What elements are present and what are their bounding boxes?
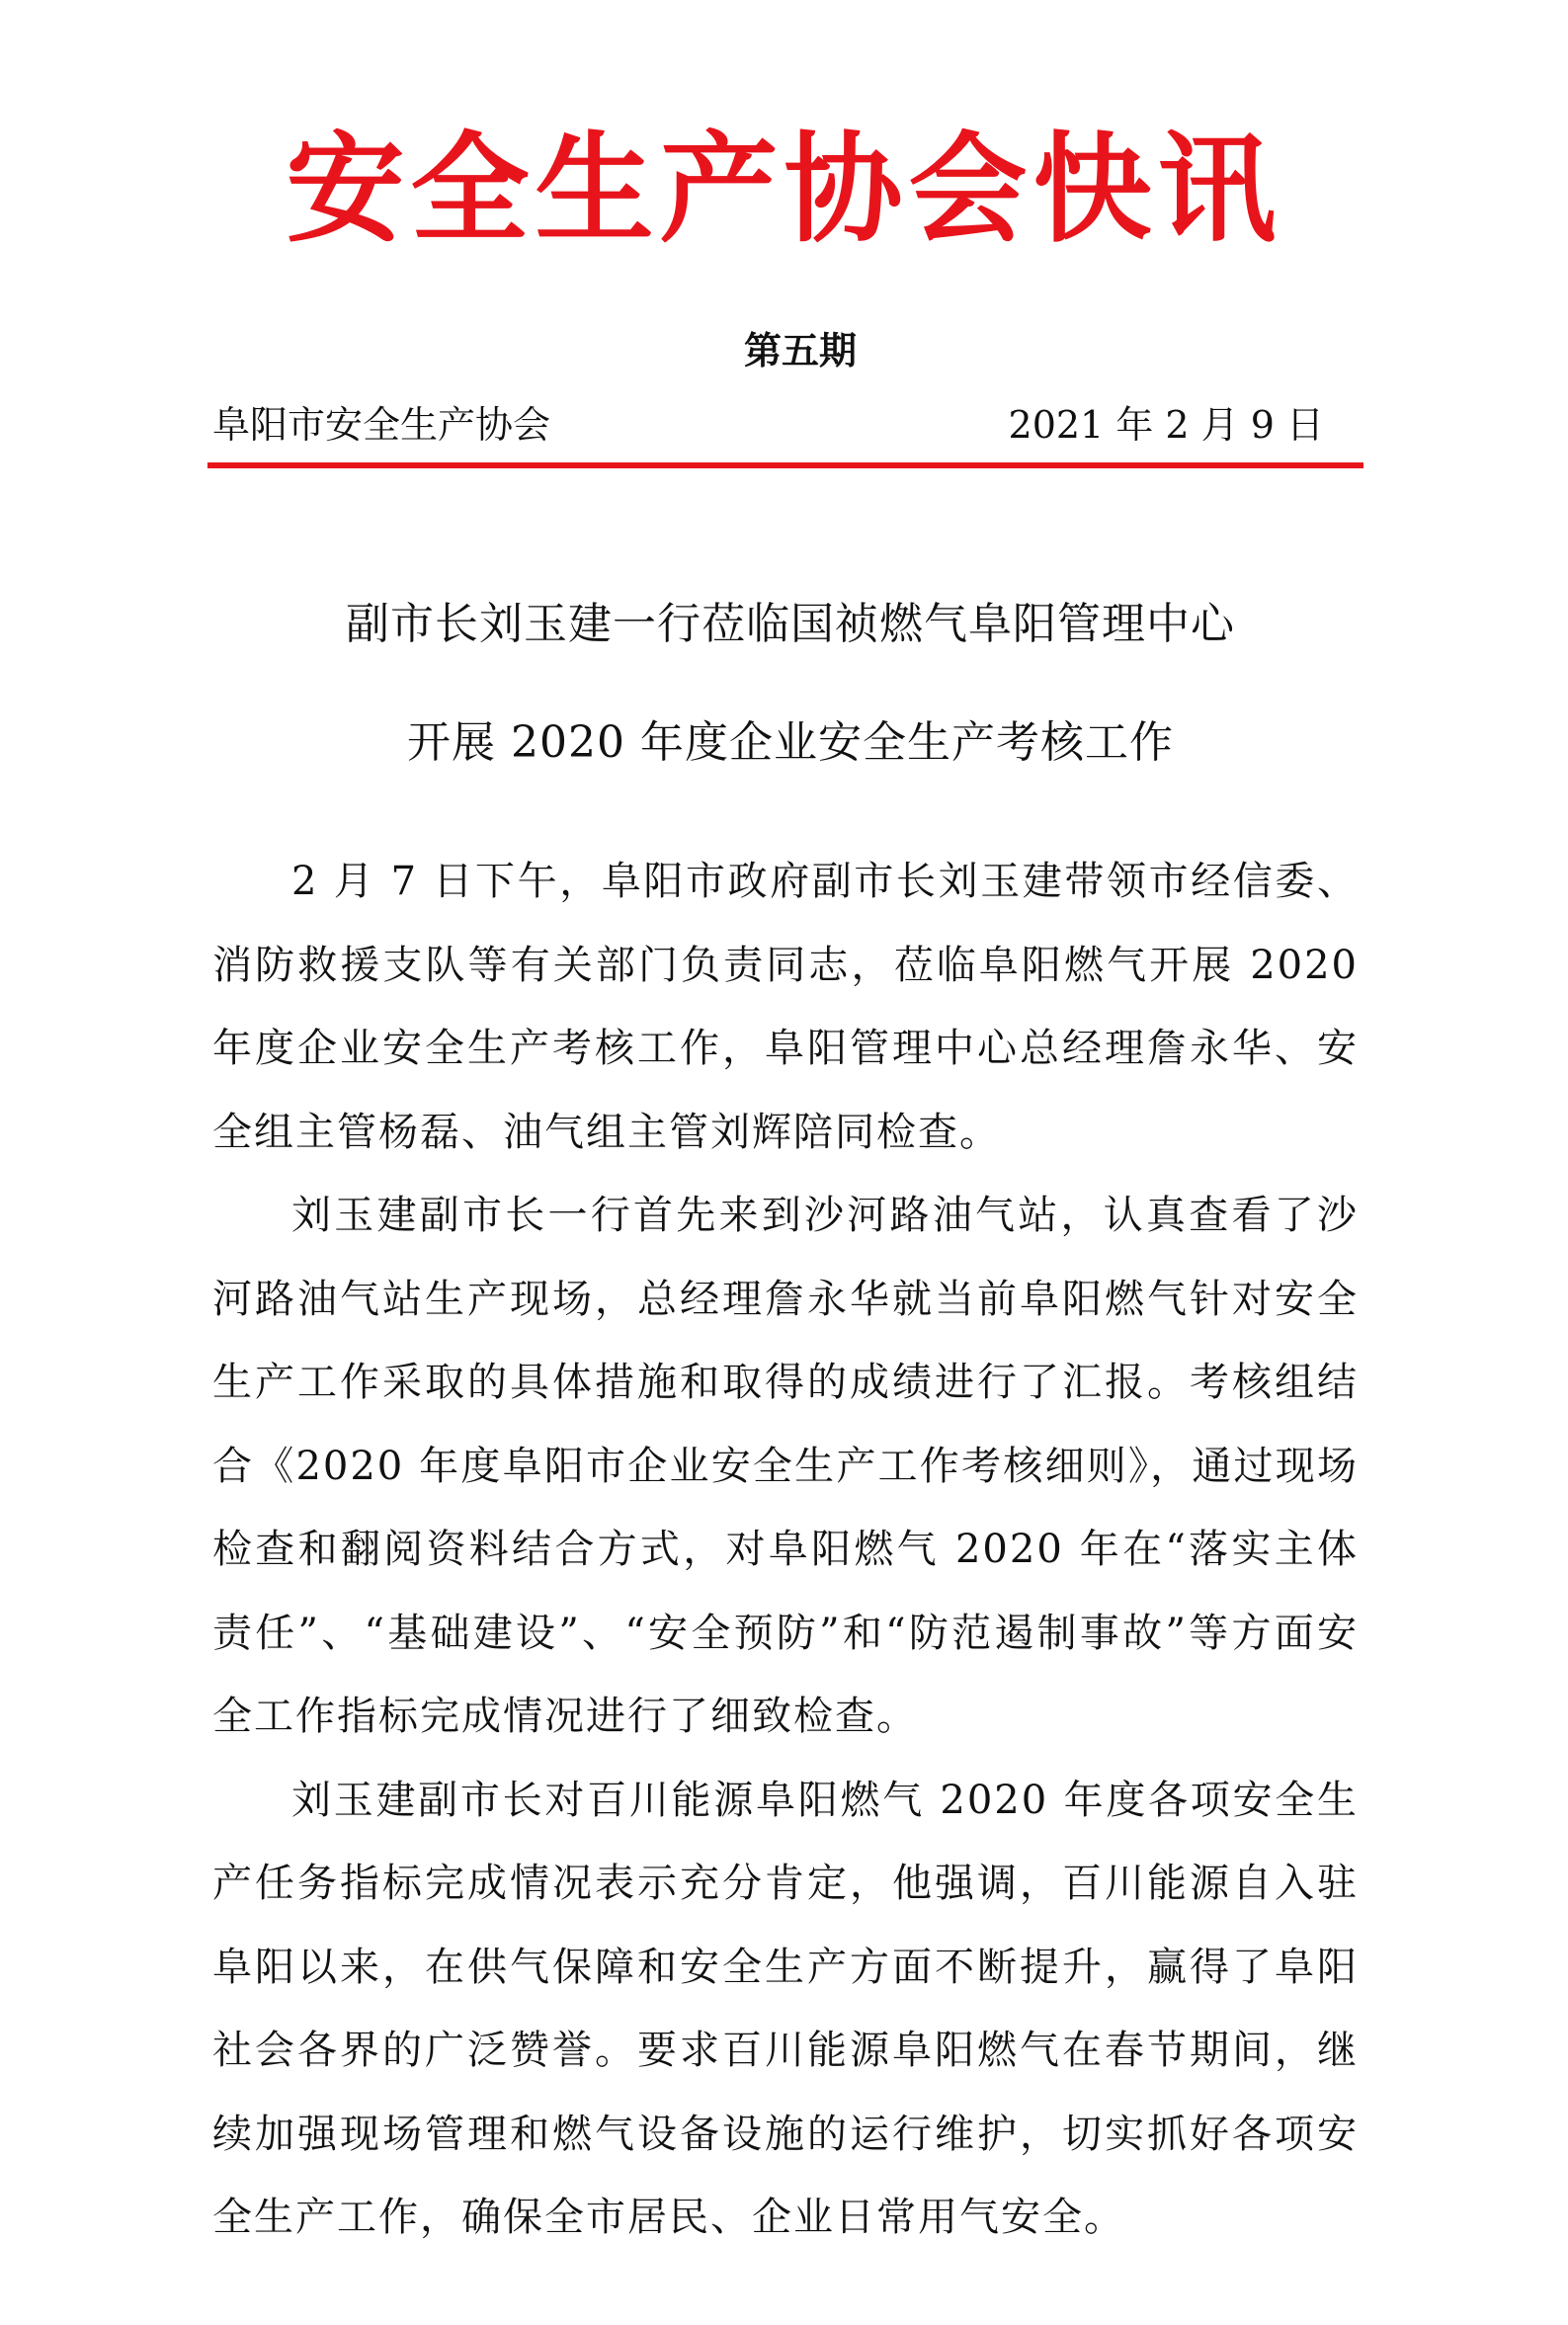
newsletter-masthead-title: 安全生产协会快讯 xyxy=(286,122,1282,259)
article-headline-line-1: 副市长刘玉建一行莅临国祯燃气阜阳管理中心 xyxy=(346,599,1235,649)
article-paragraph: 刘玉建副市长对百川能源阜阳燃气 2020 年度各项安全生产任务指标完成情况表示充分肯定，他强调，百川能源自入驻阜阳以来，在供气保障和安全生产方面不断提升，赢得了阜阳社会各界的广泛赞誉。要求百川能源阜阳燃气在春节期间，继续加强现场管理和燃气设备设施的运行维护，切实抓好各项安全生产工作，确保全市居民、企业日常用气安全。 xyxy=(212,1777,1359,2240)
header-divider xyxy=(207,462,1363,468)
article-headline-line-2: 开展 2020 年度企业安全生产考核工作 xyxy=(407,717,1174,768)
article-paragraph: 刘玉建副市长一行首先来到沙河路油气站，认真查看了沙河路油气站生产现场，总经理詹永华就当前阜阳燃气针对安全生产工作采取的具体措施和取得的成绩进行了汇报。考核组结合《2020 年度阜阳市企业安全生产工作考核细则》，通过现场检查和翻阅资料结合方式，对阜阳燃气 2020 年在“落实主体责任”、“基础建设”、“安全预防”和“防范遏制事故”等方面安全工作指标完成情况进行了细致检查。 xyxy=(212,1193,1359,1739)
article-paragraph: 2 月 7 日下午，阜阳市政府副市长刘玉建带领市经信委、消防救援支队等有关部门负责同志，莅临阜阳燃气开展 2020 年度企业安全生产考核工作，阜阳管理中心总经理詹永华、安全组主管杨磊、油气组主管刘辉陪同检查。 xyxy=(212,859,1359,1155)
issue-number: 第五期 xyxy=(743,328,857,373)
issue-meta-row xyxy=(212,400,1324,450)
publisher-name: 阜阳市安全生产协会 xyxy=(212,403,551,447)
article-body xyxy=(212,840,1359,2260)
issue-date: 2021 年 2 月 9 日 xyxy=(1008,403,1324,447)
